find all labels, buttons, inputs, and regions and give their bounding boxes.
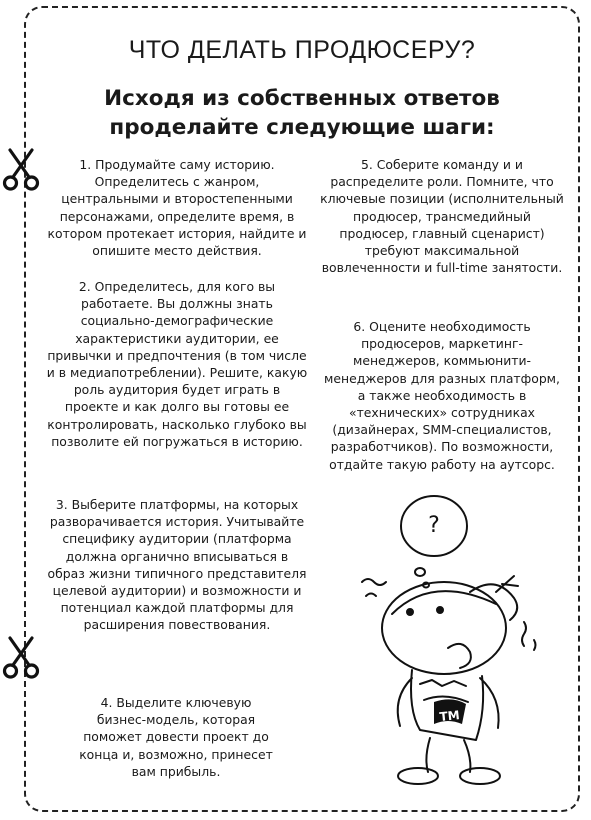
step-1-text: 1. Продумайте саму историю. Определитесь с жанром, центральными и второстепенными персонажами, определите время, в котором протекает история, найдите и опишите место действия. [47,157,307,259]
step-6-text: 6. Оцените необходимость продюсеров, маркетинг-менеджеров, коммьюнити-менеджеров для разных платформ, а также необходимость в «технических» сотрудниках (дизайнерах, SMM-специалистов, разработчиков). По возможности, отдайте такую работу на аутсорс. [324,319,560,472]
step-3-text: 3. Выберите платформы, на которых разворачивается история. Учитывайте специфику аудитории (платформа должна органично вписываться в образ жизни типичного представителя целевой аудитории) и возможности и потенциал каждой платформы для расширения повествования. [47,497,307,633]
step-5-text: 5. Соберите команду и и распределите роли. Помните, что ключевые позиции (исполнительный продюсер, трансмедийный продюсер, главный сценарист) требуют максимальной вовлеченности и full-time занятости. [320,157,564,276]
shirt-label: TM [438,708,461,725]
scissors-icon [2,148,40,192]
page-title: ЧТО ДЕЛАТЬ ПРОДЮСЕРУ? [128,36,476,64]
cartoon-character-illustration [352,488,552,788]
step-2-text: 2. Определитесь, для кого вы работаете. Вы должны знать социально-демографические характеристики аудитории, ее привычки и предпочтения (в том числе и в медиапотреблении). Решите, какую роль аудитория будет играть в проекте и как долго вы готовы ее контролировать, насколько глубоко вы позволите ей погружаться в историю. [46,279,308,449]
thought-bubble-text: ? [428,513,440,538]
step-4-text: 4. Выделите ключевую бизнес-модель, которая поможет довести проект до конца и, возможно, принесет вам прибыль. [79,695,273,779]
page-subtitle [24,84,580,142]
subtitle-line-1: Исходя из собственных ответов [104,86,500,111]
scissors-icon [2,636,40,680]
subtitle-line-2: проделайте следующие шаги: [109,115,495,140]
